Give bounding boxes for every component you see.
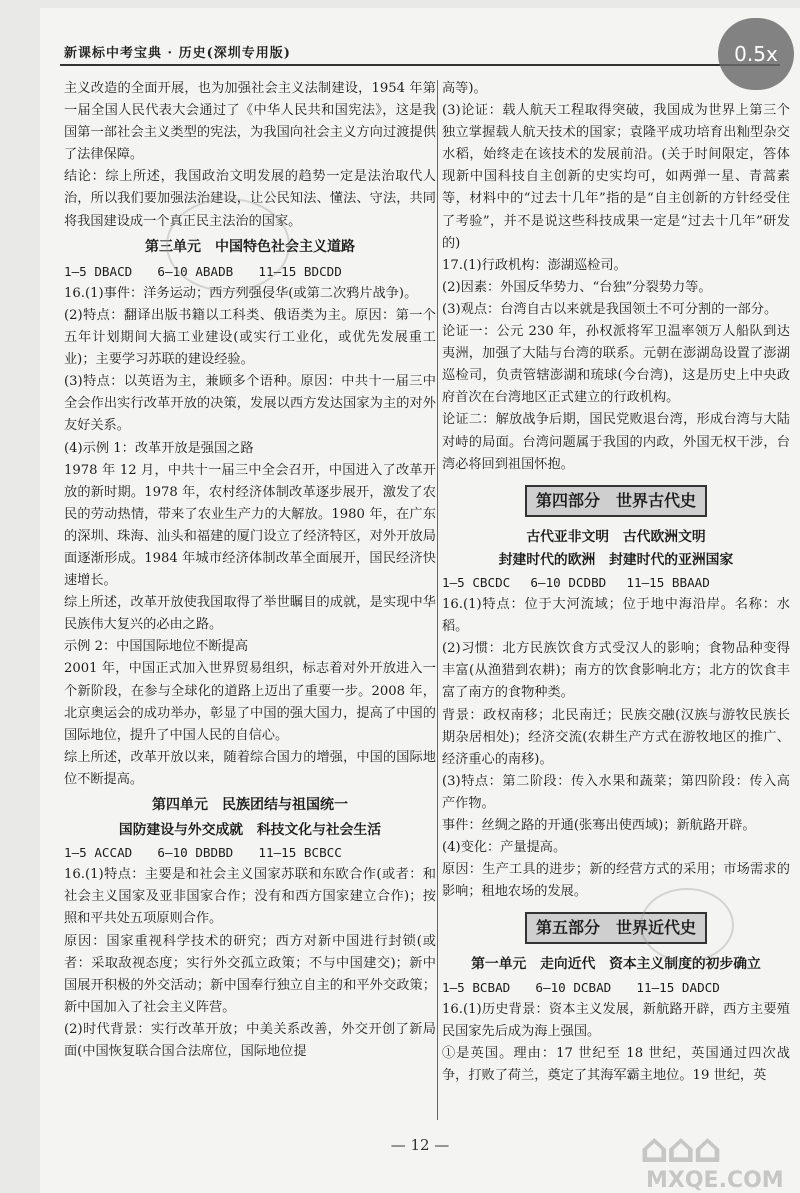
page-number: — 12 —: [390, 1136, 450, 1154]
section-heading: 古代亚非文明 古代欧洲文明: [526, 528, 706, 545]
unit-heading: 第四单元 民族团结与祖国统一: [152, 797, 348, 813]
paragraph: (2)特点：翻译出版书籍以工科类、俄语类为主。原因：第一个五年计划期间大搞工业建设(或实行工业化，或优先发展重工业)；主要学习苏联的建设经验。: [64, 307, 436, 368]
paragraph: 原因：国家重视科学技术的研究；西方对新中国进行封锁(或者：采取敌视态度；实行外交孤立政策；不与中国建交)；新中国展开积极的外交活动；新中国奉行独立自主的和平外交政策；新中国加入了社会主义阵营。: [64, 933, 436, 1015]
paragraph: 原因：生产工具的进步；新的经营方式的采用；市场需求的影响；租地农场的发展。: [442, 862, 790, 900]
answer-key-line: 1—5 CBCDC 6—10 DCDBD 11—15 BBAAD: [442, 574, 710, 590]
paragraph: 16.(1)历史背景：资本主义发展，新航路开辟，西方主要殖民国家先后成为海上强国。: [442, 1001, 790, 1039]
paragraph: 16.(1)特点：位于大河流域；位于地中海沿岸。名称：水稻。: [442, 597, 790, 635]
answer-key-line: 1—5 ACCAD 6—10 DBDBD 11—15 BCBCC: [64, 845, 342, 861]
part-heading: 第五部分 世界近代史: [525, 912, 707, 944]
paragraph: 主义改造的全面开展，也为加强社会主义法制建设，1954 年第一届全国人民代表大会通过了《中华人民共和国宪法》，这是我国第一部社会主义类型的宪法，为我国向社会主义方向过渡提供了法律保障。: [64, 81, 436, 163]
zoom-level-button[interactable]: 0.5x: [718, 18, 794, 90]
paragraph: 16.(1)事件：洋务运动；西方列强侵华(或第二次鸦片战争)。: [64, 285, 418, 301]
paragraph: 1978 年 12 月，中共十一届三中全会召开，中国进入了改革开放的新时期。1978 年，农村经济体制改革逐步展开，激发了农民的劳动热情，带来了农业生产力的大解放。1980 年，在广东的深圳、珠海、汕头和福建的厦门设立了经济特区，对外开放局面逐渐形成。1984 年城市经济体制改革全面展开，国民经济快速增长。: [64, 462, 436, 589]
answer-key-line: 1—5 BCBAD 6—10 DCBAD 11—15 DADCD: [442, 979, 720, 995]
watermark-stamp-1: [166, 198, 290, 292]
paragraph: 17.(1)行政机构：澎湖巡检司。: [442, 257, 627, 273]
paragraph: ①是英国。理由：17 世纪至 18 世纪，英国通过四次战争，打败了荷兰，奠定了其海军霸主地位。19 世纪，英: [442, 1045, 790, 1083]
paragraph: (2)时代背景：实行改革开放；中美关系改善，外交开创了新局面(中国恢复联合国合法席位，国际地位提: [64, 1021, 436, 1060]
paragraph: (2)因素：外国反华势力、“台独”分裂势力等。: [442, 279, 712, 295]
paragraph: (3)观点：台湾自古以来就是我国领土不可分割的一部分。: [442, 301, 778, 317]
document-page: [40, 8, 800, 1193]
paragraph: 综上所述，改革开放使我国取得了举世瞩目的成就，是实现中华民族伟大复兴的必由之路。: [64, 595, 436, 633]
paragraph: 论证二：解放战争后期，国民党败退台湾，形成台湾与大陆对峙的局面。台湾问题属于我国的内政，外国无权干涉，台湾必将回到祖国怀抱。: [442, 412, 790, 472]
answer-key-line: 1—5 DBACD 6—10 ABADB 11—15 BDCDD: [64, 263, 342, 279]
paragraph: 背景：政权南移；北民南迁；民族交融(汉族与游牧民族长期杂居相处)；经济交流(农耕生产方式在游牧地区的推广、经济重心的南移)。: [442, 707, 790, 767]
paragraph: 2001 年，中国正式加入世界贸易组织，标志着对外开放进入一个新阶段，在参与全球化的道路上迈出了重要一步。2008 年，北京奥运会的成功举办，彰显了中国的强大国力，提高了中国的国际地位，提升了中国人民的自信心。: [64, 661, 436, 743]
paragraph: (3)特点：以英语为主，兼顾多个语种。原因：中共十一届三中全会作出实行改革开放的决策，发展以西方发达国家为主的对外友好关系。: [64, 374, 436, 434]
right-column: [442, 78, 790, 1087]
paragraph: 高等)。: [442, 81, 487, 96]
paragraph: (3)特点：第二阶段：传入水果和蔬菜；第四阶段：传入高产作物。: [442, 773, 790, 811]
paragraph: (2)习惯：北方民族饮食方式受汉人的影响；食物品种变得丰富(从渔猎到农耕)；南方的饮食影响北方；北方的饮食丰富了南方的食物种类。: [442, 641, 790, 701]
section-heading: 第一单元 走向近代 资本主义制度的初步确立: [471, 956, 761, 973]
paragraph: 论证一：公元 230 年，孙权派将军卫温率领万人船队到达夷洲，加强了大陆与台湾的联系。元朝在澎湖岛设置了澎湖巡检司，负责管辖澎湖和琉球(今台湾)，这是历史上中央政府首次在台湾地区正式建立的行政机构。: [442, 324, 790, 406]
header-rule: [60, 64, 780, 66]
paragraph: (3)论证：载人航天工程取得突破，我国成为世界上第三个独立掌握载人航天技术的国家；袁隆平成功培育出籼型杂交水稻，始终走在该技术的发展前沿。(关于时间限定，答体现新中国科技自主创新的史实均可，如两弹一星、青蒿素等，材料中的“过去十几年”指的是“自主创新的方针经受住了考验”，并不是说这些科技成果一定是“过去十几年”研发的): [442, 103, 790, 251]
watermark-text: MXQE.COM: [646, 1168, 784, 1193]
paragraph: 示例 2：中国国际地位不断提高: [64, 639, 249, 655]
paragraph: (4)示例 1：改革开放是强国之路: [64, 440, 254, 456]
watermark-stamp-2: [640, 888, 734, 962]
section-heading: 国防建设与外交成就 科技文化与社会生活: [118, 822, 382, 839]
unit-heading: 第三单元 中国特色社会主义道路: [145, 238, 355, 255]
running-header: 新课标中考宝典 · 历史(深圳专用版): [64, 46, 291, 61]
part-heading: 第四部分 世界古代史: [525, 485, 707, 517]
watermark-logo: ⌂⌂⌂: [640, 1126, 720, 1172]
paragraph: 结论：综上所述，我国政治文明发展的趋势一定是法治取代人治，所以我们要加强法治建设，让公民知法、懂法、守法，共同将我国建设成一个真正民主法治的国家。: [64, 169, 436, 229]
paragraph: 事件：丝绸之路的开通(张骞出使西域)；新航路开辟。: [442, 818, 756, 833]
paragraph: 16.(1)特点：主要是和社会主义国家苏联和东欧合作(或者：和社会主义国家及亚非国家合作；没有和西方国家建立合作)；按照和平共处五项原则合作。: [64, 867, 436, 927]
section-heading: 封建时代的欧洲 封建时代的亚洲国家: [498, 551, 734, 568]
column-divider: [437, 80, 438, 1120]
paragraph: (4)变化：产量提高。: [442, 840, 567, 856]
paragraph: 综上所述，改革开放以来，随着综合国力的增强，中国的国际地位不断提高。: [64, 749, 436, 787]
